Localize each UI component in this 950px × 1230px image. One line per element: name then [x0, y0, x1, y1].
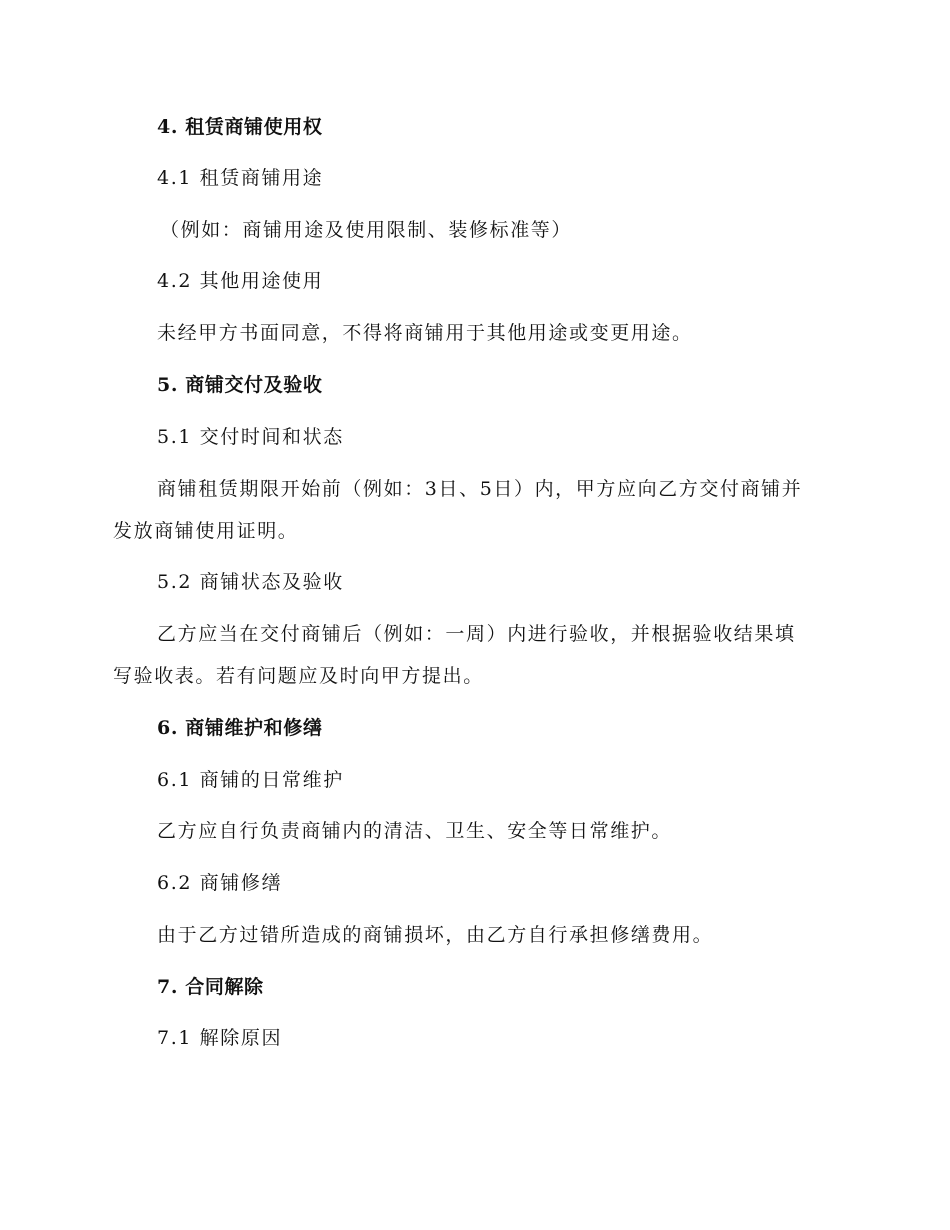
section-4-2-body: 未经甲方书面同意，不得将商铺用于其他用途或变更用途。 — [157, 322, 693, 344]
section-4-heading: 4. 租赁商铺使用权 — [157, 116, 323, 138]
section-6-2-title: 6.2 商铺修缮 — [157, 872, 283, 894]
section-5-1-body-line-1: 商铺租赁期限开始前（例如：3日、5日）内，甲方应向乙方交付商铺并 — [157, 478, 803, 500]
section-4-2-title: 4.2 其他用途使用 — [157, 270, 324, 292]
section-5-2-title: 5.2 商铺状态及验收 — [157, 571, 344, 593]
section-6-heading: 6. 商铺维护和修缮 — [157, 717, 323, 739]
section-6-2-body: 由于乙方过错所造成的商铺损坏，由乙方自行承担修缮费用。 — [157, 924, 714, 946]
section-4-1-body: （例如：商铺用途及使用限制、装修标准等） — [160, 219, 573, 241]
section-4-1-title: 4.1 租赁商铺用途 — [157, 167, 324, 189]
section-7-heading: 7. 合同解除 — [157, 976, 264, 998]
section-5-1-title: 5.1 交付时间和状态 — [157, 426, 344, 448]
section-5-1-body-line-2: 发放商铺使用证明。 — [113, 520, 299, 542]
section-5-heading: 5. 商铺交付及验收 — [157, 374, 323, 396]
section-6-1-body: 乙方应自行负责商铺内的清洁、卫生、安全等日常维护。 — [157, 820, 673, 842]
section-6-1-title: 6.1 商铺的日常维护 — [157, 769, 344, 791]
section-5-2-body-line-2: 写验收表。若有问题应及时向甲方提出。 — [113, 665, 484, 687]
section-7-1-title: 7.1 解除原因 — [157, 1027, 283, 1049]
section-5-2-body-line-1: 乙方应当在交付商铺后（例如：一周）内进行验收，并根据验收结果填 — [157, 623, 796, 645]
